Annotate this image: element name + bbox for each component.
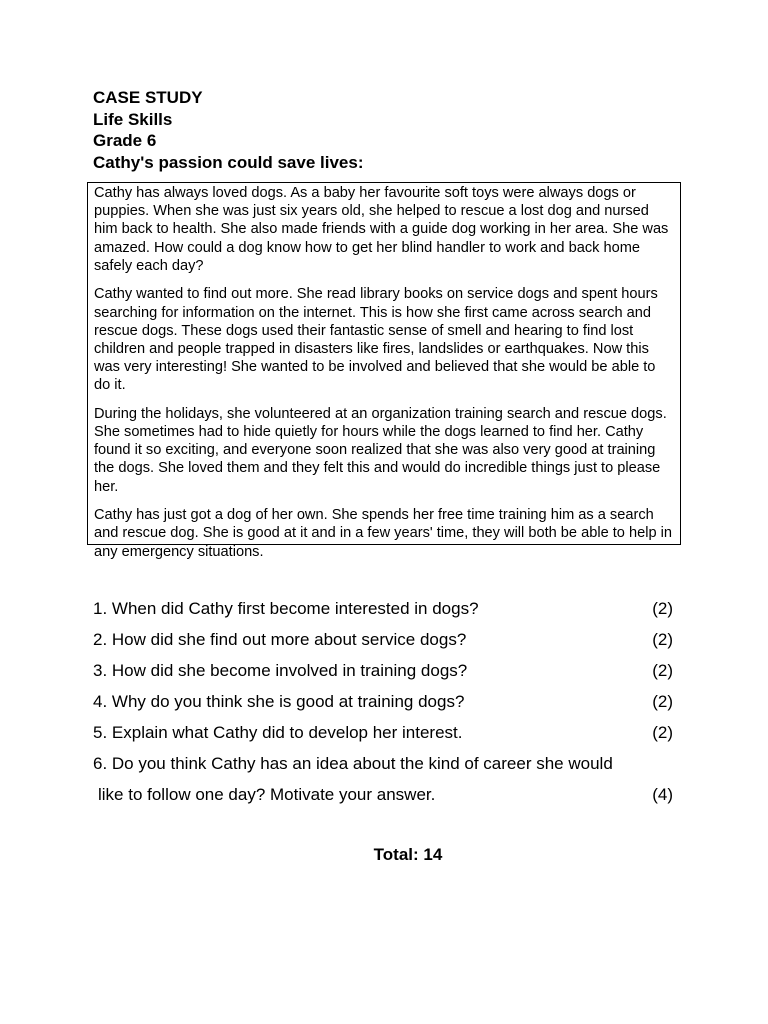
question-text: 2. How did she find out more about service dogs?: [93, 630, 467, 649]
question-mark: (4): [652, 785, 673, 804]
case-study-heading: CASE STUDY: [93, 88, 203, 107]
document-header: [93, 87, 363, 173]
question-3: [93, 659, 673, 690]
question-mark: (2): [652, 661, 673, 680]
question-text: like to follow one day? Motivate your answer.: [98, 785, 436, 804]
question-list: [93, 597, 673, 814]
story-text-box: [87, 182, 681, 560]
question-text: 3. How did she become involved in training dogs?: [93, 661, 468, 680]
question-4: [93, 690, 673, 721]
story-paragraph-2: Cathy wanted to find out more. She read library books on service dogs and spent hours searching for information on the internet. This is how she first came across search and rescue dogs. These dogs used their fantastic sense of smell and hearing to find lost children and people trapped in disasters like fires, landslides or earthquakes. Now this was very interesting! She wanted to be involved and believed that she would be able to do it.: [94, 286, 658, 394]
question-text: 1. When did Cathy first become interested in dogs?: [93, 599, 479, 618]
question-mark: (2): [652, 630, 673, 649]
question-6-continued: [93, 783, 673, 814]
question-2: [93, 628, 673, 659]
question-5: [93, 721, 673, 752]
question-mark: (2): [652, 692, 673, 711]
story-paragraph-1: Cathy has always loved dogs. As a baby her favourite soft toys were always dogs or puppies. When she was just six years old, she helped to rescue a lost dog and nursed him back to health. She also made friends with a guide dog working in her area. She was amazed. How could a dog know how to get her blind handler to work and back home safely each day?: [94, 185, 669, 274]
question-text: 6. Do you think Cathy has an idea about the kind of career she would: [93, 754, 613, 773]
story-title: Cathy's passion could save lives:: [93, 152, 364, 172]
total-marks: Total: 14: [373, 845, 443, 864]
question-6: [93, 752, 673, 783]
grade-heading: Grade 6: [93, 131, 157, 150]
question-mark: (2): [652, 599, 673, 618]
story-paragraph-3: During the holidays, she volunteered at an organization training search and rescue dogs. She sometimes had to hide quietly for hours while the dogs learned to find her. Cathy found it so exciting, and everyone soon realized that she was also very good at training the dogs. She loved them and they felt this and would do incredible things just to please her.: [94, 405, 667, 495]
subject-heading: Life Skills: [93, 109, 173, 129]
question-text: 5. Explain what Cathy did to develop her interest.: [93, 723, 463, 742]
story-paragraph-4: Cathy has just got a dog of her own. She spends her free time training him as a search and rescue dog. She is good at it and in a few years' time, they will both be able to help in any emergency situations.: [94, 507, 672, 560]
question-mark: (2): [652, 723, 673, 742]
question-text: 4. Why do you think she is good at training dogs?: [93, 692, 465, 711]
question-1: [93, 597, 673, 628]
